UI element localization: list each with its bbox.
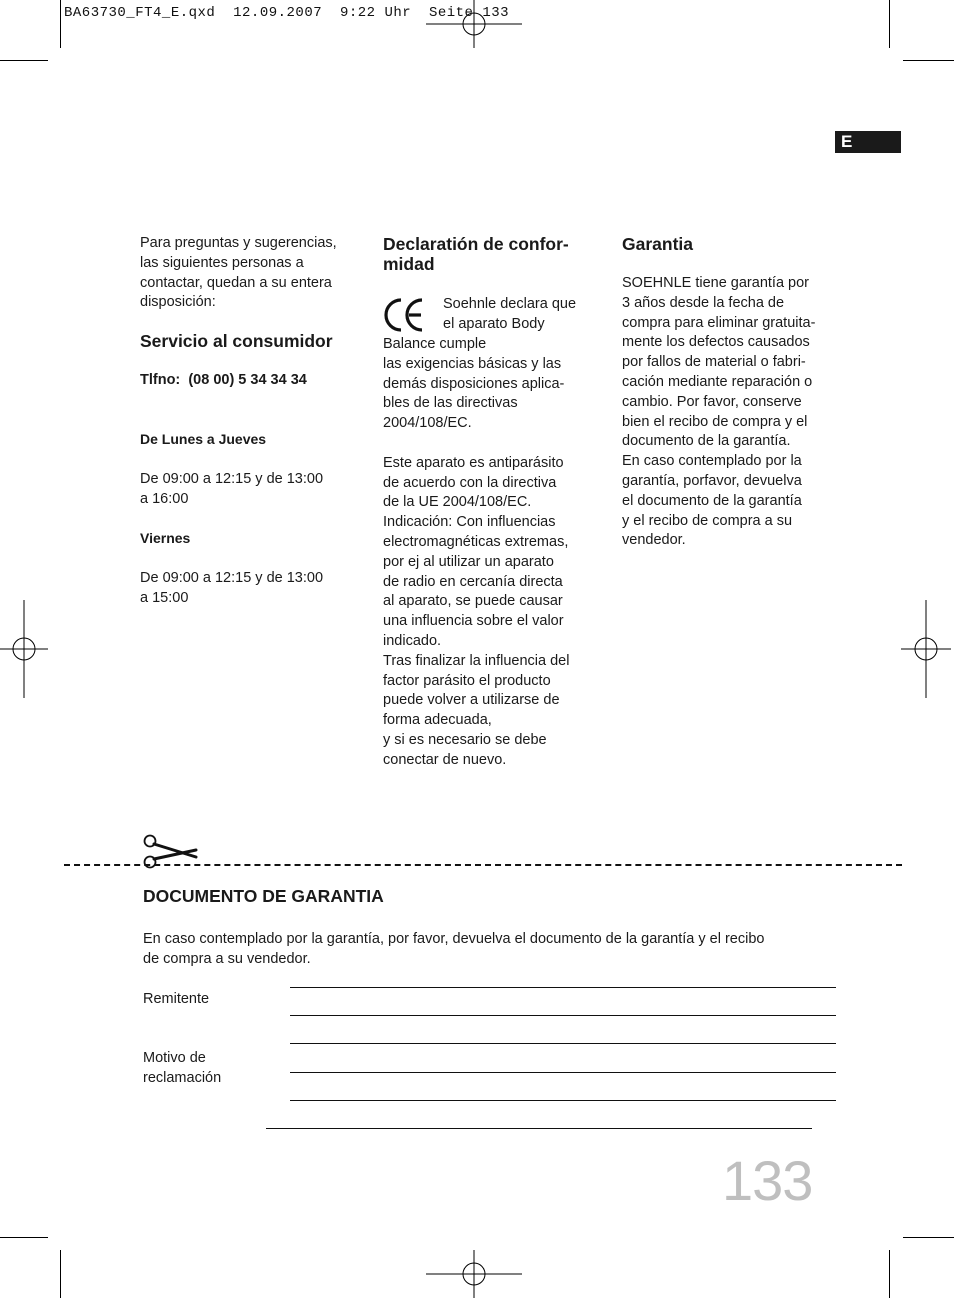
- phone-label: Tlfno:: [140, 372, 181, 389]
- ce-mark-icon: [381, 297, 425, 333]
- registration-mark-bottom: [426, 1250, 524, 1298]
- divider-line: [266, 1128, 812, 1129]
- reason-label: Motivo de reclamación: [143, 1050, 222, 1086]
- warranty-body: SOEHNLE tiene garantía por 3 años desde la fecha de compra para eliminar gratuita- mente los defectos causados por fallos de material o fabri- cación mediante reparación o cambio. Por favor, conserve bien el recibo de compra y el documento de la garantía. En caso contemplado por la garantía, porfavor, devuelva el documento de la garantía y el recibo de compra a su vendedor.: [622, 275, 816, 549]
- weekdays-hours: De 09:00 a 12:15 y de 13:00 a 16:00: [140, 470, 324, 507]
- conformity-column: [383, 234, 598, 771]
- crop-mark: [0, 1237, 48, 1238]
- crop-mark: [60, 1250, 61, 1298]
- warranty-heading: Garantia: [622, 234, 693, 254]
- weekdays-label: De Lunes a Jueves: [140, 430, 267, 447]
- ce-block: [383, 295, 598, 335]
- form-line: [290, 1015, 836, 1016]
- registration-mark-left: [0, 600, 48, 698]
- registration-mark-right: [901, 600, 951, 698]
- form-line: [290, 1043, 836, 1044]
- print-slug: BA63730_FT4_E.qxd 12.09.2007 9:22 Uhr Seite 133: [64, 5, 510, 21]
- coupon-intro: En caso contemplado por la garantía, por favor, devuelva el documento de la garantía y el recibo de compra a su vendedor.: [143, 931, 765, 967]
- phone-number: (08 00) 5 34 34 34: [188, 372, 307, 389]
- warranty-column: [622, 234, 842, 551]
- warranty-document-heading: DOCUMENTO DE GARANTIA: [143, 886, 384, 906]
- friday-label: Viernes: [140, 530, 191, 547]
- form-line: [290, 987, 836, 988]
- page-number: 133: [722, 1149, 813, 1212]
- crop-mark: [903, 1237, 954, 1238]
- phone-line: [140, 371, 365, 391]
- conformity-heading: Declaratión de confor- midad: [383, 234, 569, 274]
- sender-label: Remitente: [143, 991, 210, 1007]
- consumer-service-heading: Servicio al consumidor: [140, 331, 333, 352]
- form-line: [290, 1100, 836, 1101]
- language-tab: E: [835, 131, 901, 153]
- conformity-body-2: Este aparato es antiparásito de acuerdo con la directiva de la UE 2004/108/EC. Indicación: Con influencias electromagnéticas extremas, por ej al utilizar un aparato de radio en cercanía directa al aparato, se puede causar una influencia sobre el valor indicado. Tras finalizar la influencia del factor parásito el producto puede volver a utilizarse de forma adecuada, y si es necesario se debe conectar de nuevo.: [383, 454, 570, 768]
- cut-line: [64, 864, 902, 866]
- crop-mark: [0, 60, 48, 61]
- conformity-body-1: Balance cumple las exigencias básicas y las demás disposiciones aplica- bles de las directivas 2004/108/EC.: [383, 336, 565, 432]
- contact-intro: Para preguntas y sugerencias, las siguientes personas a contactar, quedan a su entera disposición:: [140, 235, 337, 311]
- crop-mark: [889, 1250, 890, 1298]
- ce-text: Soehnle declara que el aparato Body: [443, 296, 577, 332]
- crop-mark: [889, 0, 890, 48]
- form-line: [290, 1072, 836, 1073]
- crop-mark: [60, 0, 61, 48]
- crop-mark: [903, 60, 954, 61]
- contact-column: [140, 234, 365, 609]
- friday-hours: De 09:00 a 12:15 y de 13:00 a 15:00: [140, 570, 324, 606]
